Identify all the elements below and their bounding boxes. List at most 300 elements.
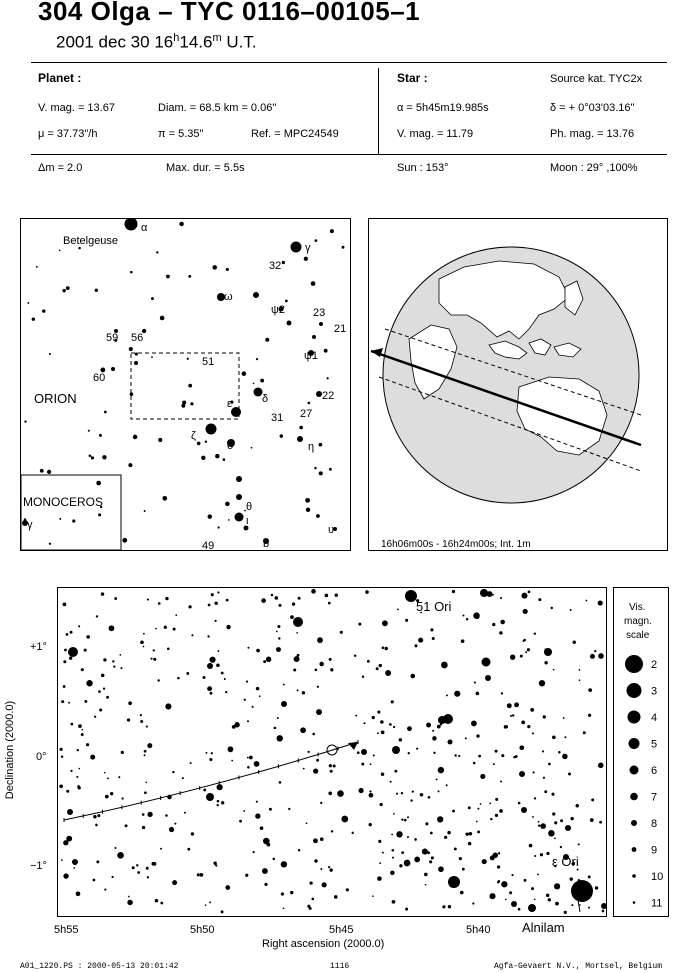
finder-star	[151, 356, 153, 358]
field-star	[562, 754, 568, 760]
finder-star	[95, 289, 98, 292]
field-star	[465, 737, 467, 739]
finder-label: ω	[224, 291, 233, 303]
field-star	[146, 725, 148, 727]
field-star	[396, 793, 398, 795]
field-star	[293, 668, 296, 671]
field-star	[215, 620, 217, 622]
field-star	[396, 831, 402, 837]
field-star	[420, 793, 424, 797]
field-star	[127, 718, 130, 721]
scale-mag-label: 5	[651, 738, 658, 751]
field-star	[246, 681, 248, 683]
field-star	[414, 644, 417, 647]
field-star	[346, 888, 349, 891]
field-star	[290, 891, 293, 894]
field-star	[68, 647, 78, 657]
field-star	[86, 635, 90, 639]
field-star	[437, 816, 443, 822]
field-star	[471, 721, 477, 727]
finder-label: θ	[246, 501, 253, 513]
field-star	[546, 894, 549, 897]
field-star	[351, 832, 353, 834]
scale-title-3: scale	[626, 630, 650, 641]
field-star	[234, 722, 239, 727]
finder-star	[49, 543, 51, 545]
finder-star	[206, 424, 217, 435]
page-title: 304 Olga – TYC 0116–00105–1	[38, 0, 421, 26]
finder-label: ι	[246, 515, 249, 527]
field-star	[209, 657, 215, 663]
finder-star	[242, 371, 247, 376]
field-star	[594, 650, 596, 652]
field-star	[155, 899, 159, 903]
field-star	[294, 656, 300, 662]
field-star	[337, 790, 344, 797]
field-star	[190, 762, 192, 764]
finder-star	[291, 242, 302, 253]
field-star	[252, 706, 254, 708]
finder-star	[130, 392, 134, 396]
field-star	[281, 861, 287, 867]
field-star	[540, 823, 546, 829]
field-star	[391, 849, 394, 852]
field-star	[77, 749, 79, 751]
field-star	[160, 902, 163, 905]
field-star	[81, 733, 84, 736]
field-star	[247, 720, 249, 722]
finder-star	[312, 335, 316, 339]
field-star	[534, 855, 536, 857]
field-star	[322, 882, 327, 887]
field-star	[296, 632, 298, 634]
field-star	[500, 781, 502, 783]
field-star	[578, 843, 580, 845]
field-star	[476, 734, 479, 737]
field-star	[66, 633, 69, 636]
scale-title-1: Vis.	[629, 602, 646, 613]
field-star	[426, 723, 431, 728]
field-star	[429, 860, 432, 863]
field-star	[67, 809, 73, 815]
field-star	[207, 686, 212, 691]
field-star	[146, 867, 149, 870]
finder-star	[162, 496, 167, 501]
field-star	[96, 615, 98, 617]
field-star	[329, 764, 332, 767]
field-star	[142, 813, 145, 816]
field-star	[441, 662, 448, 669]
planet-reference: Ref. = MPC24549	[251, 128, 339, 140]
field-star	[376, 667, 379, 670]
field-star	[548, 763, 551, 766]
field-star	[377, 732, 379, 734]
finder-star	[260, 379, 264, 383]
field-star	[379, 664, 382, 667]
field-star	[465, 832, 468, 835]
field-star	[211, 593, 214, 596]
field-star	[433, 752, 435, 754]
field-star	[184, 812, 186, 814]
field-star	[249, 756, 253, 760]
finder-star	[187, 358, 189, 360]
field-star	[448, 876, 460, 888]
field-star	[228, 746, 234, 752]
field-star	[317, 637, 323, 643]
field-star	[563, 717, 565, 719]
field-star	[361, 763, 364, 766]
field-star	[325, 594, 329, 598]
field-star	[96, 860, 99, 863]
field-star	[101, 592, 104, 595]
field-star	[381, 773, 385, 777]
finder-label: η	[308, 441, 315, 453]
finder-star	[134, 361, 138, 365]
field-star	[489, 802, 491, 804]
field-star	[588, 714, 591, 717]
field-star	[431, 856, 434, 859]
field-star	[468, 806, 471, 809]
field-star	[568, 773, 571, 776]
finder-label: 49	[202, 540, 215, 550]
field-star	[534, 632, 536, 634]
field-star	[410, 799, 412, 801]
field-star	[579, 679, 581, 681]
field-star	[543, 777, 545, 779]
field-star	[63, 873, 68, 878]
field-star	[231, 760, 233, 762]
y-tick-minus1: −1°	[30, 860, 47, 872]
scale-svg	[614, 588, 668, 916]
field-star	[382, 852, 384, 854]
field-star	[384, 647, 387, 650]
scale-mag-label: 6	[651, 765, 658, 777]
field-star	[414, 857, 420, 863]
field-star	[401, 792, 403, 794]
scale-mag-label: 3	[651, 685, 658, 698]
finder-star	[42, 309, 45, 312]
field-star	[334, 895, 338, 899]
field-star	[454, 691, 460, 697]
field-star	[452, 810, 455, 813]
field-star	[544, 661, 547, 664]
field-star	[487, 662, 489, 664]
field-star	[512, 714, 514, 716]
field-star	[119, 654, 121, 656]
field-star	[226, 625, 230, 629]
field-star	[84, 700, 87, 703]
field-star	[380, 720, 384, 724]
field-star	[407, 726, 412, 731]
minutes-unit: m	[212, 32, 222, 44]
field-star	[300, 727, 306, 733]
finder-star	[91, 456, 94, 459]
finder-star	[122, 538, 127, 543]
field-star	[358, 788, 363, 793]
finder-star	[88, 430, 90, 432]
field-star	[244, 699, 246, 701]
finder-label: 51	[202, 356, 215, 368]
field-star	[598, 653, 604, 659]
field-star	[489, 893, 495, 899]
finder-star	[287, 321, 292, 326]
field-star	[362, 676, 364, 678]
field-star	[422, 848, 428, 854]
event-date: 2001 dec 30	[56, 32, 150, 52]
field-star	[191, 634, 193, 636]
field-star	[591, 798, 594, 801]
field-star	[438, 767, 444, 773]
field-star	[290, 615, 294, 619]
finder-label: 22	[322, 390, 335, 402]
field-star	[500, 620, 505, 625]
field-star	[217, 804, 219, 806]
field-star	[454, 754, 456, 756]
magnitude-scale	[613, 587, 669, 917]
field-star	[461, 639, 465, 643]
finder-star	[190, 402, 193, 405]
field-star	[510, 655, 515, 660]
field-star	[81, 668, 84, 671]
x-tick-5h50: 5h50	[190, 924, 215, 936]
scale-dot	[630, 793, 638, 801]
field-star	[477, 808, 479, 810]
field-star	[239, 820, 242, 823]
scale-mag-label: 2	[651, 659, 658, 671]
field-star	[165, 814, 168, 817]
field-star	[586, 600, 588, 602]
field-star	[177, 677, 180, 680]
field-star	[209, 758, 212, 761]
field-star	[216, 663, 220, 667]
field-star	[519, 771, 525, 777]
finder-star	[314, 467, 316, 469]
field-star	[485, 675, 491, 681]
finder-star	[253, 292, 259, 298]
field-star	[448, 905, 451, 908]
field-star	[281, 892, 284, 895]
field-star	[205, 904, 207, 906]
label-alnilam: Alnilam	[522, 920, 565, 935]
field-star	[393, 813, 395, 815]
finder-star	[205, 441, 207, 443]
field-star	[63, 660, 66, 663]
field-star	[200, 873, 204, 877]
finder-star	[236, 494, 242, 500]
field-star	[151, 862, 155, 866]
field-star	[553, 669, 555, 671]
finder-label: γ	[305, 242, 311, 254]
field-star	[482, 859, 487, 864]
field-star	[121, 751, 124, 754]
field-star	[405, 619, 408, 622]
finder-star	[223, 458, 226, 461]
globe-caption: 16h06m00s - 16h24m00s; Int. 1m	[381, 539, 531, 550]
scale-dot	[627, 683, 642, 698]
field-star	[143, 646, 145, 648]
field-star	[477, 830, 480, 833]
field-star	[117, 852, 124, 859]
field-star	[64, 649, 67, 652]
field-star	[111, 876, 113, 878]
field-star	[140, 714, 142, 716]
finder-star	[133, 435, 138, 440]
field-star	[511, 901, 517, 907]
field-star	[510, 715, 512, 717]
field-star	[329, 868, 332, 871]
planet-heading: Planet :	[38, 71, 82, 85]
magnitude-drop: Δm = 2.0	[38, 162, 83, 174]
x-tick-5h55: 5h55	[54, 924, 79, 936]
field-star	[492, 623, 495, 626]
field-star	[534, 797, 536, 799]
field-star	[428, 796, 431, 799]
label-monoceros: MONOCEROS	[23, 495, 104, 509]
field-star	[307, 751, 309, 753]
field-star	[544, 790, 547, 793]
finder-star	[166, 275, 170, 279]
field-star	[414, 838, 417, 841]
field-star	[104, 772, 106, 774]
field-star	[480, 774, 485, 779]
field-star	[372, 716, 375, 719]
field-star	[514, 702, 519, 707]
field-star	[505, 899, 507, 901]
detail-svg	[58, 588, 606, 916]
field-star	[392, 857, 394, 859]
field-star	[256, 649, 260, 653]
field-star	[271, 594, 274, 597]
field-star	[82, 729, 84, 731]
field-star	[175, 614, 177, 616]
field-star	[560, 846, 562, 848]
field-star	[452, 590, 455, 593]
field-star	[430, 832, 433, 835]
field-star	[430, 628, 433, 631]
field-star	[538, 598, 541, 601]
field-star	[382, 647, 385, 650]
field-star	[114, 847, 116, 849]
field-star	[78, 625, 80, 627]
field-star	[283, 907, 285, 909]
field-star	[425, 884, 427, 886]
field-star	[522, 640, 524, 642]
field-star	[297, 689, 299, 691]
field-star	[509, 891, 512, 894]
field-star	[480, 589, 488, 597]
field-star	[507, 703, 512, 708]
field-star	[217, 650, 219, 652]
field-star	[454, 847, 457, 850]
finder-label: 60	[93, 372, 106, 384]
field-star	[315, 669, 318, 672]
field-star	[247, 757, 249, 759]
field-star	[263, 660, 266, 663]
finder-star	[27, 302, 29, 304]
field-star	[73, 867, 75, 869]
scale-dot	[625, 655, 643, 673]
field-star	[173, 628, 176, 631]
field-star	[311, 898, 314, 901]
alnilam-pointer	[578, 900, 580, 912]
field-star	[260, 826, 264, 830]
field-star	[399, 864, 402, 867]
field-star	[498, 880, 501, 883]
y-axis-label: Declination (2000.0)	[4, 700, 16, 800]
finder-star	[104, 411, 107, 414]
field-star	[390, 871, 394, 875]
field-star	[340, 631, 343, 634]
scale-mag-label: 7	[651, 791, 658, 804]
field-star	[125, 824, 128, 827]
field-star	[523, 609, 528, 614]
field-star	[501, 692, 503, 694]
planet-diameter: Diam. = 68.5 km = 0.06"	[158, 102, 277, 114]
field-star	[107, 777, 109, 779]
field-star	[143, 633, 145, 635]
field-star	[90, 755, 95, 760]
field-star	[292, 603, 295, 606]
finder-star	[314, 239, 317, 242]
finder-star	[188, 275, 191, 278]
y-tick-plus1: +1°	[30, 641, 47, 653]
field-star	[565, 825, 571, 831]
field-star	[540, 853, 543, 856]
field-star	[460, 891, 464, 895]
field-star	[367, 660, 370, 663]
field-star	[446, 784, 448, 786]
field-star	[580, 898, 583, 901]
field-star	[69, 656, 72, 659]
planet-motion: μ = 37.73"/h	[38, 128, 98, 140]
field-star	[355, 715, 357, 717]
field-star	[317, 686, 319, 688]
field-star	[63, 685, 66, 688]
finder-label: 56	[131, 332, 144, 344]
field-star	[476, 821, 478, 823]
field-star	[78, 768, 80, 770]
field-star	[524, 879, 527, 882]
field-star	[468, 842, 472, 846]
field-star	[552, 735, 556, 739]
finder-star	[158, 438, 162, 442]
field-star	[259, 695, 261, 697]
field-star	[266, 657, 271, 662]
field-star	[598, 600, 603, 605]
field-star	[341, 816, 348, 823]
field-star	[140, 641, 144, 645]
field-star	[391, 834, 393, 836]
field-star	[373, 754, 375, 756]
event-hours: 16	[154, 32, 174, 52]
field-star	[98, 690, 101, 693]
finder-star	[130, 271, 133, 274]
field-star	[583, 731, 586, 734]
track-arrow-icon	[348, 742, 358, 750]
field-star	[432, 730, 434, 732]
field-star	[554, 838, 556, 840]
finder-star	[102, 455, 106, 459]
field-star	[262, 868, 268, 874]
field-star	[357, 751, 360, 754]
field-star	[380, 803, 383, 806]
field-star	[392, 900, 396, 904]
field-star	[95, 824, 98, 827]
finder-star	[311, 281, 316, 286]
field-star	[462, 614, 464, 616]
field-star	[527, 725, 530, 728]
field-star	[381, 730, 385, 734]
